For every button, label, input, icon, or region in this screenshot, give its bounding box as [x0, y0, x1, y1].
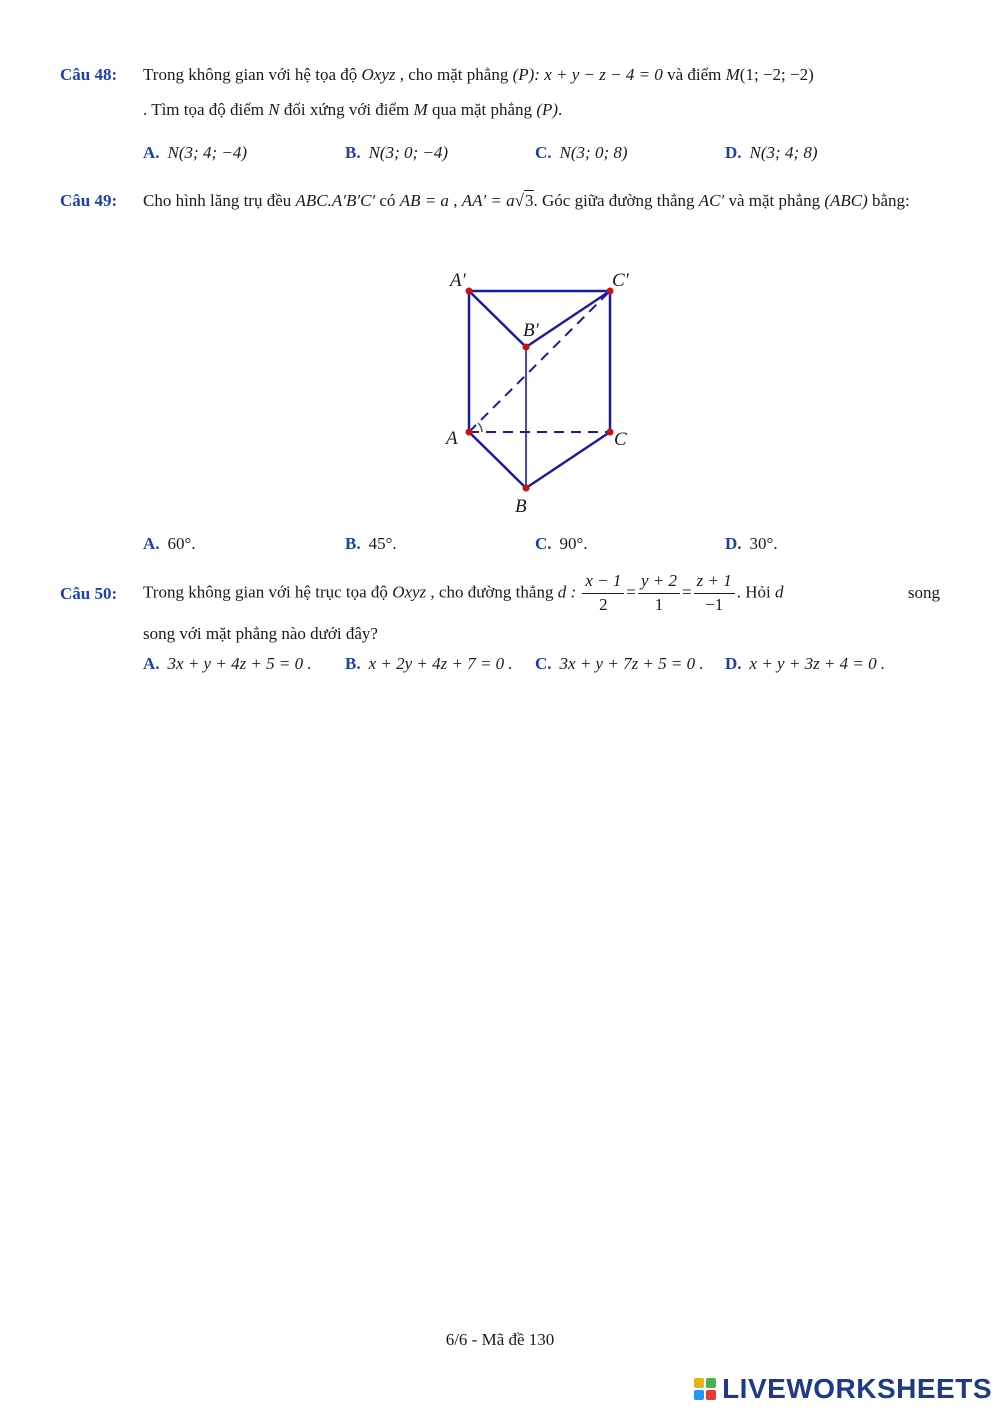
q48-plane-p: (P)	[512, 65, 535, 84]
label-b: B	[515, 496, 527, 517]
label-c: C	[614, 429, 627, 450]
q49-option-b[interactable]	[345, 534, 397, 554]
q48-text-2: , cho mặt phẳng	[395, 65, 513, 84]
q49-text-2: có	[375, 191, 400, 210]
angle-mark	[478, 423, 482, 432]
q48-text-6: qua mặt phẳng	[427, 99, 537, 119]
question-49-text: Cho hình lăng trụ đều ABC.A′B′C′ có AB = a , AA′ = a√3. Góc giữa đường thẳng AC′ và mặt phẳng (ABC) bằng:	[143, 191, 910, 210]
edge-a1-b1	[469, 291, 526, 347]
q48-option-d[interactable]	[725, 143, 818, 163]
point-c	[607, 429, 614, 436]
q50-frac-y-num: y + 2	[638, 570, 680, 594]
q48-oxyz: Oxyz	[361, 65, 396, 84]
q50-text-4: song	[907, 582, 940, 602]
q48-option-c-label: C.	[535, 143, 552, 162]
q49-option-d[interactable]	[725, 534, 778, 554]
q48-option-c[interactable]	[535, 143, 628, 163]
q49-text-6: bằng:	[867, 191, 910, 210]
question-49-label: Câu 49:	[60, 191, 118, 210]
q48-plane-equation: : x + y − z − 4 = 0	[534, 65, 663, 84]
label-a: A	[446, 428, 458, 449]
edge-b-c	[526, 432, 610, 488]
q50-option-c[interactable]	[535, 654, 704, 674]
q49-text-1: Cho hình lăng trụ đều	[143, 191, 296, 210]
q50-option-d-text: x + y + 3z + 4 = 0 .	[749, 654, 886, 673]
page-footer: 6/6 - Mã đề 130	[445, 1330, 555, 1349]
q50-option-b-text: x + 2y + 4z + 7 = 0 .	[368, 654, 513, 673]
q50-text-3: . Hỏi	[736, 582, 775, 602]
q48-option-a-text: N(3; 4; −4)	[167, 143, 247, 162]
q49-option-c-text: 90°.	[559, 534, 588, 553]
q49-ab: AB = a	[399, 191, 449, 210]
q49-option-b-text: 45°.	[368, 534, 397, 553]
point-b1	[523, 344, 530, 351]
q48-option-d-label: D.	[725, 143, 742, 162]
q50-option-b-label: B.	[345, 654, 361, 673]
q48-point-m: M	[725, 65, 740, 84]
liveworksheets-logo[interactable]	[694, 1373, 992, 1405]
q48-point-m-coord: (1; −2; −2)	[739, 65, 814, 84]
q50-frac-z-num: z + 1	[694, 570, 735, 594]
q49-option-d-text: 30°.	[749, 534, 778, 553]
point-b	[523, 485, 530, 492]
prism-figure	[440, 262, 640, 522]
liveworksheets-logo-text: LIVEWORKSHEETS	[722, 1373, 992, 1404]
q49-option-b-label: B.	[345, 534, 361, 553]
q48-point-m-2: M	[413, 99, 428, 119]
q50-option-c-label: C.	[535, 654, 552, 673]
q49-option-c[interactable]	[535, 534, 588, 554]
q49-option-a[interactable]	[143, 534, 196, 554]
question-48	[60, 64, 940, 122]
q50-frac-x-num: x − 1	[582, 570, 624, 594]
point-a	[466, 429, 473, 436]
label-c1: C′	[612, 270, 629, 291]
q50-option-c-text: 3x + y + 7z + 5 = 0 .	[559, 654, 704, 673]
question-49	[60, 190, 940, 213]
q50-text-1: Trong không gian với hệ trục tọa độ	[143, 582, 393, 602]
q48-option-a-label: A.	[143, 143, 160, 162]
q48-text-5: đối xứng với điểm	[279, 99, 414, 119]
q49-plane-abc: (ABC)	[824, 191, 868, 210]
q50-line-d-2: d	[774, 582, 784, 602]
q50-frac-z-den: −1	[705, 594, 724, 614]
q48-text-4: . Tìm tọa độ điểm	[143, 99, 269, 119]
label-b1: B′	[523, 320, 539, 341]
q50-option-a-label: A.	[143, 654, 160, 673]
q49-option-a-text: 60°.	[167, 534, 196, 553]
q48-plane-p-2: (P)	[536, 99, 559, 119]
q48-point-n: N	[268, 99, 280, 119]
q49-option-a-label: A.	[143, 534, 160, 553]
q50-fraction-x	[582, 570, 624, 617]
q50-option-d[interactable]	[725, 654, 885, 674]
q50-fraction-z	[694, 570, 735, 617]
point-a1	[466, 288, 473, 295]
q48-text-1: Trong không gian với hệ tọa độ	[143, 65, 362, 84]
q49-text-5: và mặt phẳng	[724, 191, 825, 210]
q49-option-d-label: D.	[725, 534, 742, 553]
q49-prism: ABC.A′B′C′	[295, 191, 376, 210]
q50-oxyz: Oxyz	[392, 582, 427, 602]
q48-option-a[interactable]	[143, 143, 247, 163]
question-50-label: Câu 50:	[60, 584, 118, 603]
q49-aa: AA′ = a	[461, 191, 515, 210]
q50-text-2: , cho đường thẳng	[426, 582, 558, 602]
q49-option-c-label: C.	[535, 534, 552, 553]
label-a1: A′	[450, 270, 466, 291]
question-48-label: Câu 48:	[60, 65, 118, 84]
q49-ac: AC′	[698, 191, 725, 210]
q50-text-5: song với mặt phẳng nào dưới đây?	[143, 623, 378, 643]
q50-line-d: d :	[557, 582, 577, 602]
q49-text-3: ,	[448, 191, 462, 210]
q48-option-b-label: B.	[345, 143, 361, 162]
question-50-text: Trong không gian với hệ trục tọa độ Oxyz , cho đường thẳng d : $\frac{x - 1}{2}$ = $\frac{y + 2}{1}$ = $\frac{z + 1}{-1}$ . Hỏi d song song với mặt phẳng nào dưới đây?	[143, 570, 940, 646]
question-50	[60, 570, 940, 646]
q48-option-b-text: N(3; 0; −4)	[368, 143, 449, 162]
q50-option-a-text: 3x + y + 4z + 5 = 0 .	[167, 654, 312, 673]
q49-sqrt: 3	[525, 191, 534, 210]
q50-fraction-y	[638, 570, 680, 617]
q49-text-4: . Góc giữa đường thẳng	[533, 191, 699, 210]
liveworksheets-logo-icon	[694, 1378, 716, 1400]
q50-option-b[interactable]	[345, 654, 513, 674]
question-48-text	[143, 64, 940, 122]
q48-text-7: .	[558, 99, 563, 119]
q48-option-b[interactable]	[345, 143, 448, 163]
q48-option-d-text: N(3; 4; 8)	[749, 143, 818, 162]
q50-frac-x-den: 2	[599, 594, 608, 614]
q48-text-3: và điểm	[662, 65, 726, 84]
edge-a-b	[469, 432, 526, 488]
q50-option-d-label: D.	[725, 654, 742, 673]
q50-option-a[interactable]	[143, 654, 312, 674]
q48-option-c-text: N(3; 0; 8)	[559, 143, 628, 162]
q50-frac-y-den: 1	[654, 594, 664, 614]
